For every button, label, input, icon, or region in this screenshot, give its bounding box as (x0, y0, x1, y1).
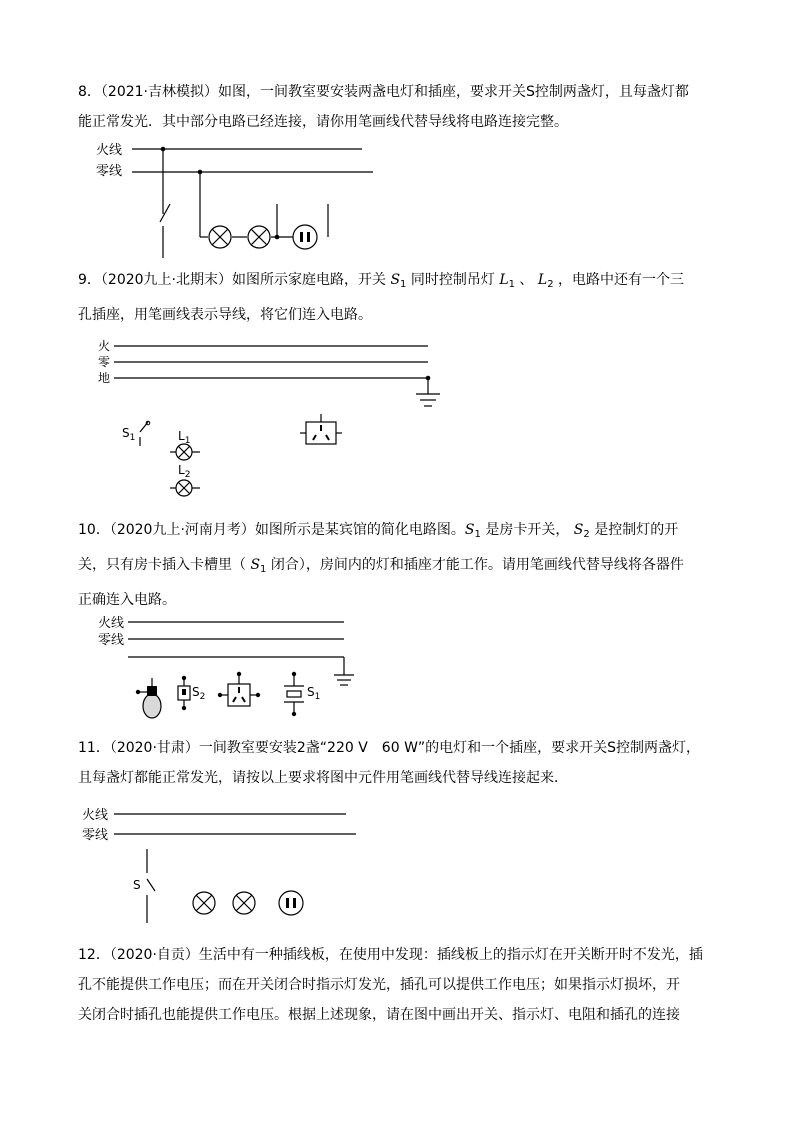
q9-line-1: 9．（2020九上·北期末）如图所示家庭电路，开关 $S_1$ 同时控制吊灯 $L_1$ 、 $L_2$ ，电路中还有一个三 (78, 272, 685, 290)
q10-s2-switch-icon (182, 689, 186, 695)
question-12 (78, 940, 718, 1030)
q9-lamp2-label: $L_2$ (178, 463, 191, 480)
question-8 (78, 77, 718, 137)
q8-lamp-1-icon (209, 226, 231, 248)
question-11 (78, 733, 718, 793)
q9-lamp-2-icon (176, 480, 192, 496)
q10-live-label: 火线 (98, 616, 125, 631)
q8-lamp-2-icon (248, 226, 270, 248)
q9-earth-label: 地 (98, 371, 111, 385)
q9-three-hole-socket-icon (306, 422, 336, 444)
q11-lamp-1-icon (193, 892, 215, 914)
q9-switch-label: $S_1$ (122, 426, 136, 443)
q12-line-2: 孔不能提供工作电压；而在开关闭合时指示灯发光，插孔可以提供工作电压；如果指示灯损坏，开 (78, 977, 680, 993)
q12-line-1: 12．（2020·自贡）生活中有一种插线板，在使用中发现：插线板上的指示灯在开关断开时不发光，插 (78, 947, 703, 963)
q10-socket-icon (233, 687, 245, 702)
q9-switch-blade (140, 422, 148, 432)
q11-switch-label: S (133, 878, 141, 892)
q9-circuit-figure (92, 336, 442, 498)
q11-socket-icon (279, 891, 303, 915)
q10-line-2: 关，只有房卡插入卡槽里（ $S_1$ 闭合），房间内的灯和插座才能工作。请用笔画线代替导线将各器件 (78, 557, 684, 575)
q10-neutral-label: 零线 (98, 633, 125, 648)
q9-neutral-label: 零 (98, 355, 111, 369)
q8-live-label: 火线 (96, 143, 123, 158)
q8-line-1: 8．（2021·吉林模拟）如图，一间教室要安装两盏电灯和插座，要求开关S控制两盏灯，且每盏灯都 (78, 84, 689, 100)
question-9 (78, 265, 718, 330)
q9-lamp-1-icon (176, 444, 192, 460)
q10-card-switch-icon (287, 691, 301, 697)
q8-neutral-label: 零线 (96, 164, 123, 179)
q12-line-3: 关闭合时插孔也能提供工作电压。根据上述现象，请在图中画出开关、指示灯、电阻和插孔的连接 (78, 1007, 680, 1023)
q10-line-3: 正确连入电路。 (78, 592, 176, 608)
q10-lamp-icon (138, 678, 161, 718)
q11-line-2: 且每盏灯都能正常发光，请按以上要求将图中元件用笔画线代替导线连接起来． (78, 770, 568, 786)
q9-line-2: 孔插座，用笔画线表示导线，将它们连入电路。 (78, 307, 372, 323)
q11-live-label: 火线 (82, 808, 109, 823)
q9-live-label: 火 (98, 339, 111, 353)
q11-lamp-2-icon (233, 892, 255, 914)
q8-circuit-figure (90, 138, 380, 260)
q10-s1-label: $S_1$ (307, 685, 321, 702)
q8-line-2: 能正常发光．其中部分电路已经连接，请你用笔画线代替导线将电路连接完整。 (78, 114, 568, 130)
q8-switch-blade (160, 204, 170, 222)
q11-line-1: 11．（2020·甘肃）一间教室要安装2盏“220 V 60 W”的电灯和一个插座，要求开关S控制两盏灯， (78, 740, 701, 756)
q8-socket-icon (293, 225, 317, 249)
q9-lamp1-label: $L_1$ (178, 429, 191, 446)
q11-neutral-label: 零线 (82, 828, 109, 843)
question-10 (78, 515, 718, 615)
q10-line-1: 10．（2020九上·河南月考）如图所示是某宾馆的简化电路图。$S_1$ 是房卡开关， $S_2$ 是控制灯的开 (78, 522, 679, 540)
q11-switch-blade (147, 879, 155, 891)
q10-circuit-figure (94, 612, 364, 722)
q11-circuit-figure (78, 803, 368, 925)
q10-s2-label: $S_2$ (192, 685, 206, 702)
